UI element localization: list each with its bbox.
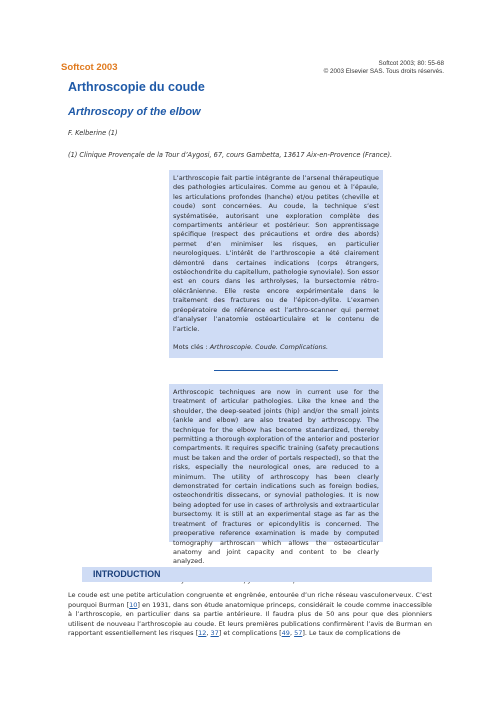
affiliation-line: (1) Clinique Provençale de la Tour d’Aygosi, 67, cours Gambetta, 13617 Aix-en-Provence (France). (68, 151, 393, 159)
reference-link[interactable]: 49 (281, 629, 290, 638)
body-text-segment: ] en 1931, dans son étude anatomique princeps, considérait le coude comme inaccessible à l’arthroscopie, en particulier dans sa partie antérieure. Il faudra plus de 50 ans pour que des pionniers utilisent de nouveau l’arthroscopie au coude. Et leurs premières publications confirmèrent l’avis de Burman en rapportant essentiellement les risques [ (68, 600, 432, 638)
keywords-label: Mots clés : (173, 342, 208, 351)
abstract-english (169, 384, 383, 566)
title-english: Arthroscopy of the elbow (68, 106, 201, 118)
copyright-line: © 2003 Elsevier SAS. Tous droits réservés. (323, 68, 444, 75)
reference-link[interactable]: 57 (294, 629, 303, 638)
keywords-list: Arthroscopie. Coude. Complications. (209, 342, 329, 351)
reference-link[interactable]: 12 (198, 629, 207, 638)
body-text-separator: , (289, 629, 295, 638)
reference-link[interactable]: 37 (210, 629, 219, 638)
title-french: Arthroscopie du coude (68, 80, 205, 94)
journal-name: Softcot 2003 (61, 62, 118, 73)
introduction-paragraph (68, 591, 432, 639)
keywords-french (173, 343, 379, 352)
abstract-french (169, 170, 383, 358)
introduction-heading: INTRODUCTION (82, 567, 432, 582)
citation-info (244, 60, 444, 76)
body-text-separator: , (206, 629, 211, 638)
citation-line: Softcot 2003; 80: 55-68 (378, 60, 444, 67)
reference-link[interactable]: 10 (129, 600, 138, 609)
body-text-segment: Le coude est une petite articulation congruente et engrènée, entourée d’un riche réseau vasculonerveux. C’est pourquoi Burman [ (68, 591, 432, 609)
abstract-french-text: L’arthroscopie fait partie intégrante de l’arsenal thérapeutique des pathologies articulaires. Comme au genou et à l’épaule, les articulations profondes (hanche) et/ou petites (cheville et coude) sont concernées. Au coude, la technique s’est systématisée, autorisant une exploration complète des compartiments antérieur et postérieur. Son apprentissage spécifique (respect des précautions et ordre des abords) permet d’en minimiser les risques, en particulier neurologiques. L’intérêt de l’arthroscopie a été clairement démontré dans certaines indications (corps étrangers, ostéochondrite du capitellum, pathologie synoviale). Son essor est en cours dans les arthrolyses, la bursectomie rétro-olécrânienne. Elle reste encore expérimentale dans le traitement des fractures ou de l’épicon-dylite. L’examen préopératoire de référence est l’arthro-scanner qui permet d’analyser l’anatomie ostéoarticulaire et le contenu de l’article. (173, 174, 379, 333)
body-text-segment: ] et complications [ (218, 629, 282, 638)
section-divider (214, 370, 338, 371)
body-text-segment: ]. Le taux de complications de (302, 629, 401, 638)
abstract-english-text: Arthroscopic techniques are now in current use for the treatment of articular pathologies. Like the knee and the shoulder, the deep-seated joints (hip) and/or the small joints (ankle and elbow) are also treated by arthroscopy. The technique for the elbow has become standardized, thereby permitting a thorough exploration of the anterior and posterior compartments. It requires specific training (safety precautions must be taken and the order of portals respected), so that the risks, especially the neurological ones, are reduced to a minimum. The utility of arthroscopy has been clearly demonstrated for certain indications such as foreign bodies, osteochondritis dissecans, or synovial pathologies. It is now being adopted for use in cases of arthrolysis and extraarticular bursectomy. It is still at an experimental stage as far as the treatment of fractures or epicondylitis is concerned. The preoperative reference examination is made by computed tomography arthroscan which allows the osteoarticular anatomy and joint capacity and content to be clearly analyzed. (173, 388, 379, 566)
author-line: F. Kelberine (1) (68, 129, 118, 137)
